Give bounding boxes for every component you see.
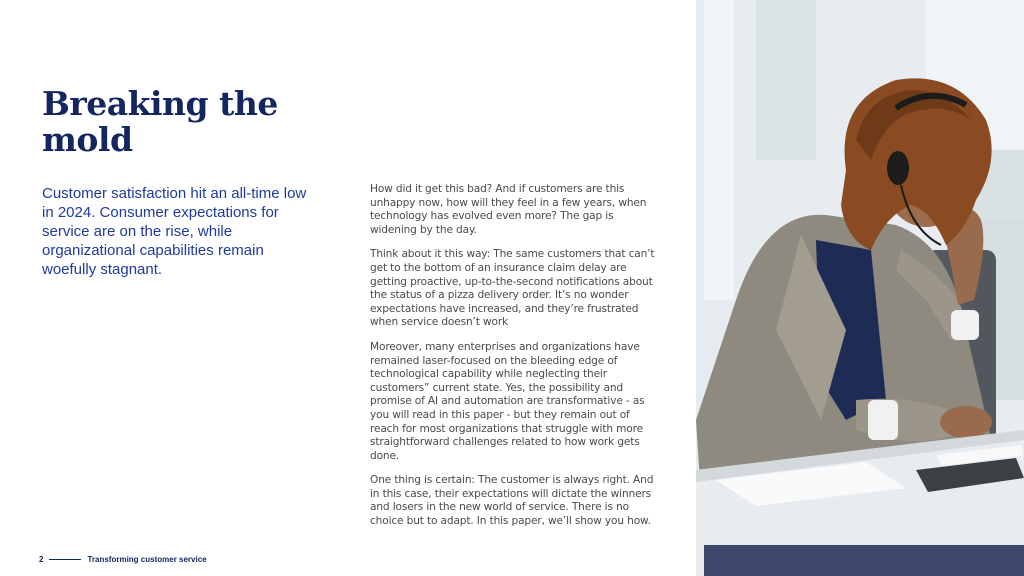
- stressed-customer-service-agent-icon: [696, 0, 1024, 576]
- page-title: Breaking the mold: [42, 84, 278, 159]
- footer-section-title: Transforming customer service: [87, 554, 207, 564]
- body-column: [370, 183, 660, 540]
- body-paragraph: Moreover, many enterprises and organizations have remained laser-focused on the bleeding edge of technological capability while neglecting their customers” current state. Yes, the possibility and promise of AI and automation are transformative - as you will read in this paper - but they remain out of reach for most organizations that struggle with more straightforward challenges related to how work gets done.: [370, 340, 645, 462]
- body-paragraph: How did it get this bad? And if customers are this unhappy now, how will they feel in a few years, when technology has evolved even more? The gap is widening by the day.: [370, 183, 647, 236]
- body-paragraph: One thing is certain: The customer is always right. And in this case, their expectations will dictate the winners and losers in the new world of service. There is no choice but to adapt. In this paper, we’ll show you how.: [370, 474, 654, 528]
- page-footer: [39, 553, 207, 565]
- agent-photo: [696, 0, 1024, 576]
- body-paragraph: Think about it this way: The same customers that can’t get to the bottom of an insurance claim delay are getting proactive, up-to-the-second notifications about the status of a pizza delivery order. It’s no wonder expectations have increased, and they’re frustrated when service doesn’t work: [370, 248, 655, 329]
- page-number: 2: [39, 554, 44, 564]
- lede-paragraph: Customer satisfaction hit an all-time low in 2024. Consumer expectations for service are on the rise, while organizational capabilities remain woefully stagnant.: [42, 185, 307, 278]
- footer-divider: [49, 559, 81, 560]
